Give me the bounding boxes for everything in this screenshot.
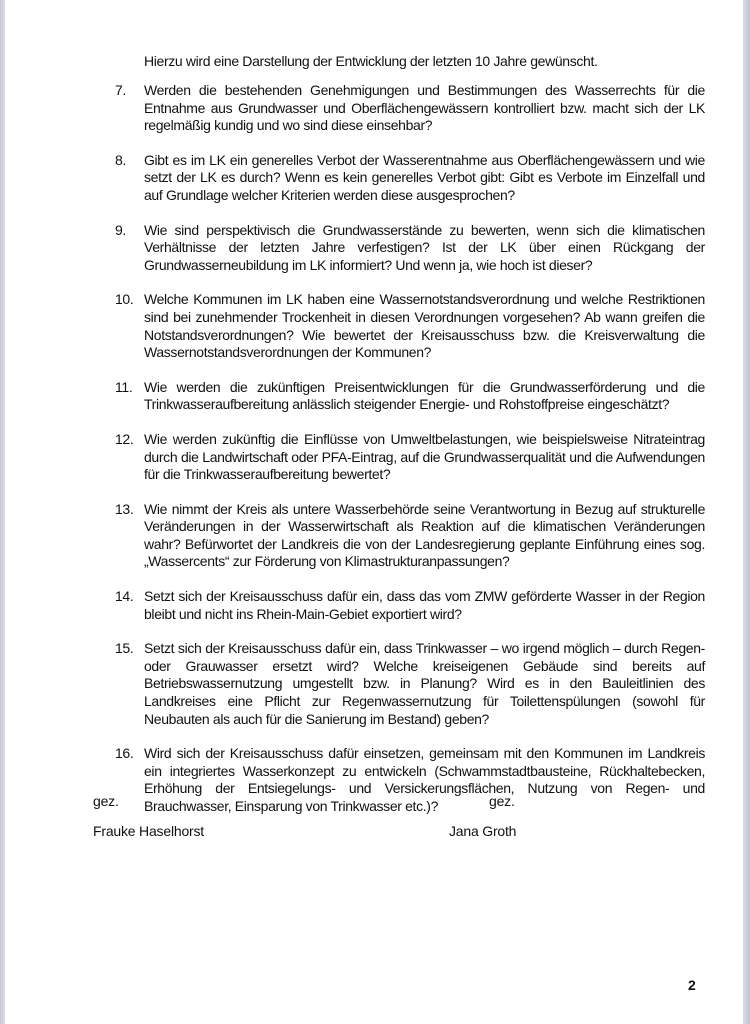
question-item xyxy=(115,588,705,623)
question-text: Wird sich der Kreisausschuss dafür einsetzen, gemeinsam mit den Kommunen im Landkreis ein integriertes Wasserkonzept zu entwickeln (Schwammstadtbausteine, Rückhaltebecken, Erhöhung der Entsiegelungs- und Versickerungsflächen, Nutzung von Regen- und Brauchwasser, Einsparung von Trinkwasser etc.)? xyxy=(144,745,705,814)
question-text: Werden die bestehenden Genehmigungen und Bestimmungen des Wasserrechts für die Entnahme aus Grundwasser und Oberflächengewässern kontrolliert bzw. macht sich der LK regelmäßig kundig und wo sind diese einsehbar? xyxy=(144,82,705,134)
question-item xyxy=(115,501,705,571)
question-number: 7. xyxy=(115,82,126,98)
question-number: 16. xyxy=(115,745,134,762)
question-number: 12. xyxy=(115,430,134,447)
question-item xyxy=(115,379,705,414)
question-number: 8. xyxy=(115,151,126,168)
question-item xyxy=(115,152,705,205)
question-text: Wie nimmt der Kreis als untere Wasserbehörde seine Verantwortung in Bezug auf strukturelle Veränderungen in der Wasserwirtschaft als Reaktion auf die klimatischen Veränderungen wahr? Befürwortet der Landkreis die von der Landesregierung geplante Einführung eines sog. „Wassercents“ zur Förderung von Klimastrukturanpassungen? xyxy=(144,500,705,570)
question-text: Wie werden zukünftig die Einflüsse von Umweltbelastungen, wie beispielsweise Nitrateintrag durch die Landwirtschaft oder PFA-Eintrag, auf die Grundwasserqualität und die Aufwendungen für die Trinkwasseraufbereitung bewertet? xyxy=(144,430,705,483)
question-item xyxy=(115,640,705,728)
question-number: 13. xyxy=(115,500,134,517)
question-number: 9. xyxy=(115,221,126,238)
intro-line: Hierzu wird eine Darstellung der Entwicklung der letzten 10 Jahre gewünscht. xyxy=(144,53,598,69)
question-item xyxy=(115,431,705,484)
signature-prefix-right: gez. xyxy=(489,793,515,809)
question-text: Setzt sich der Kreisausschuss dafür ein, dass Trinkwasser – wo irgend möglich – durch Regen- oder Grauwasser ersetzt wird? Welche kreiseigenen Gebäude sind bereits auf Betriebswassernutzung umgestellt bzw. in Planung? Wird es in den Bauleitlinien des Landkreises eine Pflicht zur Regenwassernutzung für Toilettenspülungen (sowohl für Neubauten als auch für die Sanierung im Bestand) geben? xyxy=(144,640,705,727)
question-item xyxy=(115,222,705,275)
question-list xyxy=(115,82,705,833)
question-text: Wie sind perspektivisch die Grundwasserstände zu bewerten, wenn sich die klimatischen Verhältnisse der letzten Jahre verfestigen? Ist der LK über einen Rückgang der Grundwasserneubildung im LK informiert? Und wenn ja, wie hoch ist dieser? xyxy=(144,221,705,273)
question-text: Welche Kommunen im LK haben eine Wassernotstandsverordnung und welche Restriktionen sind bei zunehmender Trockenheit in diesen Verordnungen vorgesehen? Ab wann greifen die Notstandsverordnungen? Wie bewertet der Kreisausschuss bzw. die Kreisverwaltung die Wassernotstandsverordnungen der Kommunen? xyxy=(144,291,705,361)
question-number: 10. xyxy=(115,291,134,308)
viewer-right-edge xyxy=(743,0,750,1024)
question-number: 15. xyxy=(115,640,134,657)
page-number: 2 xyxy=(688,977,696,993)
document-page xyxy=(5,0,743,1024)
question-item xyxy=(115,82,705,135)
question-item xyxy=(115,745,705,815)
question-text: Wie werden die zukünftigen Preisentwicklungen für die Grundwasserförderung und die Trinkwasseraufbereitung anlässlich steigender Energie- und Rohstoffpreise eingeschätzt? xyxy=(144,378,705,413)
signature-name-left: Frauke Haselhorst xyxy=(93,823,204,839)
signature-name-right: Jana Groth xyxy=(449,823,517,839)
question-text: Setzt sich der Kreisausschuss dafür ein, dass das vom ZMW geförderte Wasser in der Region bleibt und nicht ins Rhein-Main-Gebiet exportiert wird? xyxy=(144,588,705,622)
question-number: 11. xyxy=(115,378,133,395)
question-number: 14. xyxy=(115,588,134,605)
question-text: Gibt es im LK ein generelles Verbot der Wasserentnahme aus Oberflächengewässern und wie setzt der LK es durch? Wenn es kein generelles Verbot gibt: Gibt es Verbote im Einzelfall und auf Grundlage welcher Kriterien werden diese ausgesprochen? xyxy=(144,151,705,203)
question-item xyxy=(115,291,705,361)
signature-prefix-left: gez. xyxy=(93,793,119,809)
